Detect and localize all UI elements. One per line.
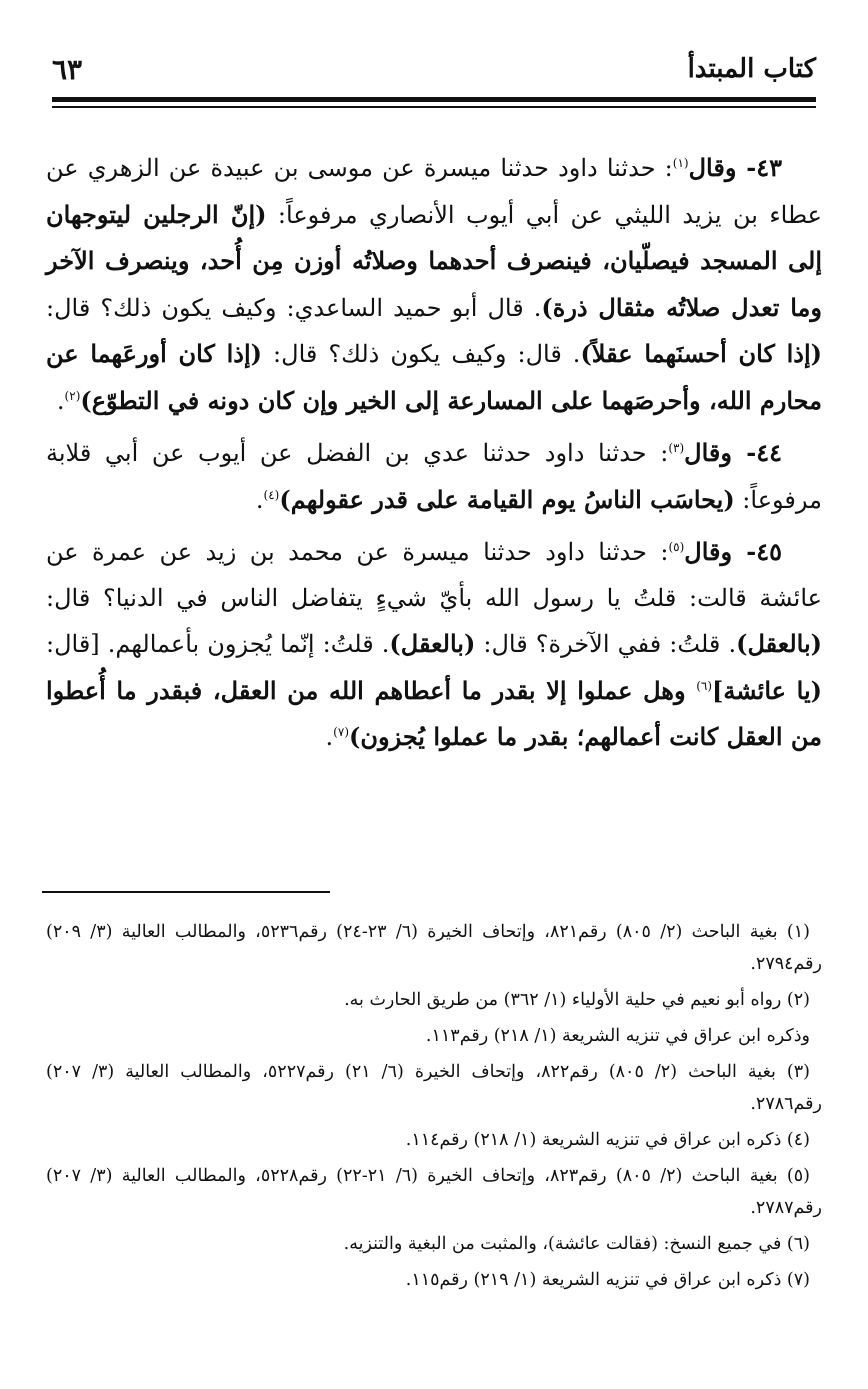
narration-text: . قال أبو حميد الساعدي: وكيف يكون ذلك؟ قال:: [46, 293, 542, 322]
footnote-ref: (٢): [64, 388, 81, 403]
page-number: ٦٣: [52, 52, 83, 86]
footnote: (٥) بغية الباحث (٢/ ٨٠٥) رقم٨٢٣، وإتحاف الخيرة (٦/ ٢١-٢٢) رقم٥٢٢٨، والمطالب العالية (٣/ ٢٠٧) رقم٢٧٨٧.: [46, 1166, 822, 1218]
header-rule-thick: [52, 97, 816, 102]
page-header: [52, 44, 816, 94]
hadith-quote: وهل عملوا إلا بقدر ما أعطاهم الله من العقل، فبقدر ما أُعطوا من العقل كانت أعمالهم؛ بقدر ما عملوا يُجزون): [46, 675, 822, 751]
narration-text: . قلتُ: ففي الآخرة؟ قال:: [475, 630, 737, 658]
hadith-quote: (إنّ الرجلين ليتوجهان إلى المسجد فيصلّيان، فينصرف أحدهما وصلاتُه أوزن مِن أُحد، وينصرف الآخر وما تعدل صلاتُه مثقال ذرة): [46, 199, 822, 322]
hadith-number: ٤٣- وقال: [688, 153, 783, 182]
footnote-separator: [42, 891, 330, 893]
hadith-quote: (يحاسَب الناسُ يوم القيامة على قدر عقولهم): [279, 484, 735, 514]
narration-text: . قال: وكيف يكون ذلك؟ قال:: [262, 340, 581, 368]
hadith-quote: (بالعقل): [389, 629, 476, 658]
narration-text: : حدثنا داود حدثنا عدي بن الفضل عن أيوب عن أبي قلابة مرفوعاً:: [46, 439, 822, 514]
footnote-ref: (٣): [668, 441, 685, 455]
narration-text: : حدثنا داود حدثنا ميسرة عن موسى بن عبيدة عن الزهري عن عطاء بن يزيد الليثي عن أبي أيوب الأنصاري مرفوعاً:: [46, 154, 822, 229]
hadith-number: ٤٥- وقال: [684, 537, 782, 566]
hadith-43: [46, 145, 822, 424]
footnote: (٣) بغية الباحث (٢/ ٨٠٥) رقم٨٢٢، وإتحاف الخيرة (٦/ ٢١) رقم٥٢٢٧، والمطالب العالية (٣/ ٢٠٧) رقم٢٧٨٦.: [46, 1062, 822, 1114]
hadith-44: [46, 430, 822, 523]
footnote: (٦) في جميع النسخ: (فقالت عائشة)، والمثبت من البغية والتنزيه.: [343, 1234, 810, 1254]
narration-text: : حدثنا داود حدثنا ميسرة عن محمد بن زيد عن عمرة عن عائشة قالت: قلتُ يا رسول الله بأيّ شيءٍ يتفاضل الناس في الدنيا؟ قال:: [46, 538, 822, 612]
footnote-ref: (٥): [668, 540, 685, 554]
footnote-ref: (٦): [696, 678, 713, 693]
footnote-ref: (٧): [333, 725, 349, 739]
footnote-ref: (٤): [263, 487, 280, 502]
hadith-quote: (إذا كان أورعَهما عن محارم الله، وأحرصَهما على المسارعة إلى الخير وإن كان دونه في التطوّع): [46, 339, 822, 415]
hadith-quote: (بالعقل): [736, 629, 823, 658]
footnotes: [46, 916, 822, 1300]
hadith-45: [46, 529, 822, 761]
main-text: [46, 145, 822, 767]
sentence-end: .: [255, 485, 264, 514]
footnote: وذكره ابن عراق في تنزيه الشريعة (١/ ٢١٨) رقم١١٣.: [425, 1026, 810, 1046]
narration-text: . قلتُ: إنّما يُجزون بأعمالهم. [قال:: [46, 630, 390, 658]
footnote-ref: (١): [672, 156, 689, 170]
hadith-number: ٤٤- وقال: [684, 438, 782, 467]
hadith-quote: (يا عائشة]: [712, 675, 822, 705]
sentence-end: .: [56, 386, 65, 415]
footnote: (٧) ذكره ابن عراق في تنزيه الشريعة (١/ ٢١٩) رقم١١٥.: [405, 1270, 810, 1290]
footnote: (١) بغية الباحث (٢/ ٨٠٥) رقم٨٢١، وإتحاف الخيرة (٦/ ٢٣-٢٤) رقم٥٢٣٦، والمطالب العالية (٣/ ٢٠٩) رقم٢٧٩٤.: [46, 922, 822, 974]
hadith-quote: (إذا كان أحسنَهما عقلاً): [580, 339, 822, 368]
header-rule-thin: [52, 106, 816, 108]
footnote: (٢) رواه أبو نعيم في حلية الأولياء (١/ ٣٦٢) من طريق الحارث به.: [344, 990, 810, 1010]
sentence-end: .: [325, 723, 334, 751]
running-head: كتاب المبتدأ: [687, 54, 816, 84]
footnote: (٤) ذكره ابن عراق في تنزيه الشريعة (١/ ٢١٨) رقم١١٤.: [405, 1130, 810, 1150]
